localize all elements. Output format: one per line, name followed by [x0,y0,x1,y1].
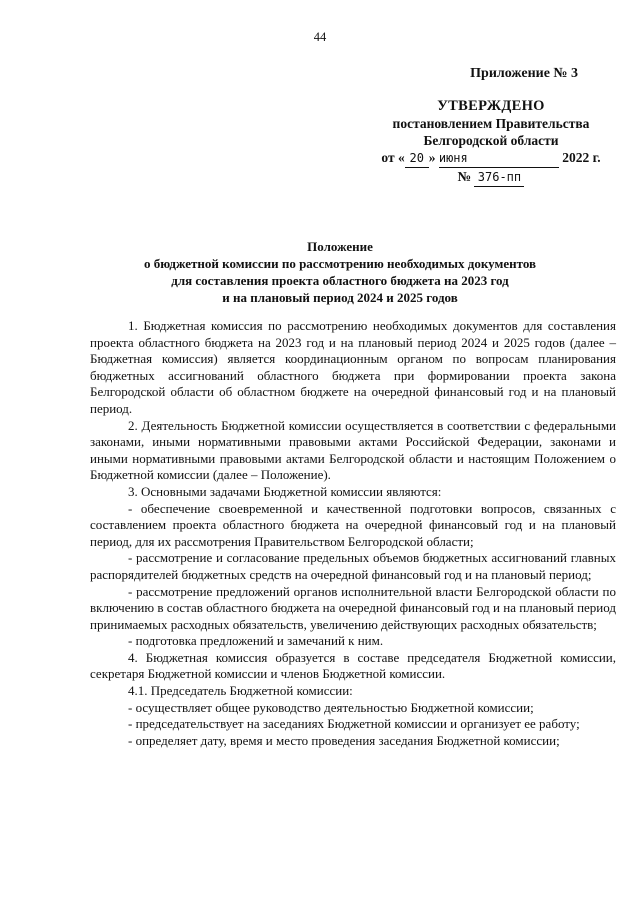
title-line-3: для составления проекта областного бюджета на 2023 год [171,273,509,288]
approval-number [360,168,622,187]
title-line-1: Положение [307,239,373,254]
paragraph-4-1-item-2: - председательствует на заседаниях Бюджетной комиссии и организует ее работу; [128,716,580,732]
number-prefix: № [457,169,472,184]
paragraph-2: 2. Деятельность Бюджетной комиссии осуществляется в соответствии с федеральными законами, иными нормативными правовыми актами Российской Федерации, законами и иными нормативными правовыми актами Белгородской области и настоящим Положением о Бюджетной комиссии (далее – Положение). [90,417,616,483]
title-line-4: и на плановый период 2024 и 2025 годов [222,290,458,305]
approval-line-1: постановлением Правительства [392,116,590,131]
date-day: 20 [405,150,429,168]
approval-line-2: Белгородской области [423,133,559,148]
number-value: 376-пп [474,169,524,187]
paragraph-1: 1. Бюджетная комиссия по рассмотрению необходимых документов для составления проекта областного бюджета на 2023 год и на плановый период 2024 и 2025 годов (далее – Бюджетная комиссия) является координационным органом по вопросам планирования бюджетных ассигнований областного бюджета при формировании проекта закона Белгородской области об областном бюджете на очередной финансовый год и на плановый период. [90,318,616,416]
paragraph-3: 3. Основными задачами Бюджетной комиссии являются: [128,483,442,499]
paragraph-3-item-3: - рассмотрение предложений органов исполнительной власти Белгородской области по включению в состав областного бюджета на очередной финансовый год и на плановый период принимаемых расходных обязательств, увеличению действующих расходных обязательств; [90,583,616,632]
document-title [80,238,600,306]
paragraph-4: 4. Бюджетная комиссия образуется в составе председателя Бюджетной комиссии, секретаря Бюджетной комиссии и членов Бюджетной комиссии. [90,649,616,682]
paragraph-4-1-item-1: - осуществляет общее руководство деятельностью Бюджетной комиссии; [128,699,534,715]
appendix-label: Приложение № 3 [470,66,578,81]
page-number: 44 [313,30,327,44]
approval-date [360,149,622,168]
date-mid: » [428,150,439,165]
date-year: 2022 г. [562,150,601,165]
paragraph-3-item-1: - обеспечение своевременной и качественной подготовки вопросов, связанных с составлением проекта областного бюджета на очередной финансовый год и на плановый период, для их рассмотрения Правительством Белгородской области; [90,500,616,549]
paragraph-4-1-item-3: - определяет дату, время и место проведения заседания Бюджетной комиссии; [128,732,560,748]
paragraph-3-item-4: - подготовка предложений и замечаний к ним. [128,633,384,649]
paragraph-3-item-2: - рассмотрение и согласование предельных объемов бюджетных ассигнований главных распорядителей бюджетных средств на очередной финансовый год и на плановый период; [90,550,616,582]
title-line-2: о бюджетной комиссии по рассмотрению необходимых документов [143,256,537,271]
approval-heading: УТВЕРЖДЕНО [437,98,545,114]
date-prefix: от « [381,150,405,165]
approval-block [360,98,622,187]
paragraph-4-1: 4.1. Председатель Бюджетной комиссии: [128,683,353,699]
date-month: июня [439,150,559,168]
document-body [90,318,616,749]
